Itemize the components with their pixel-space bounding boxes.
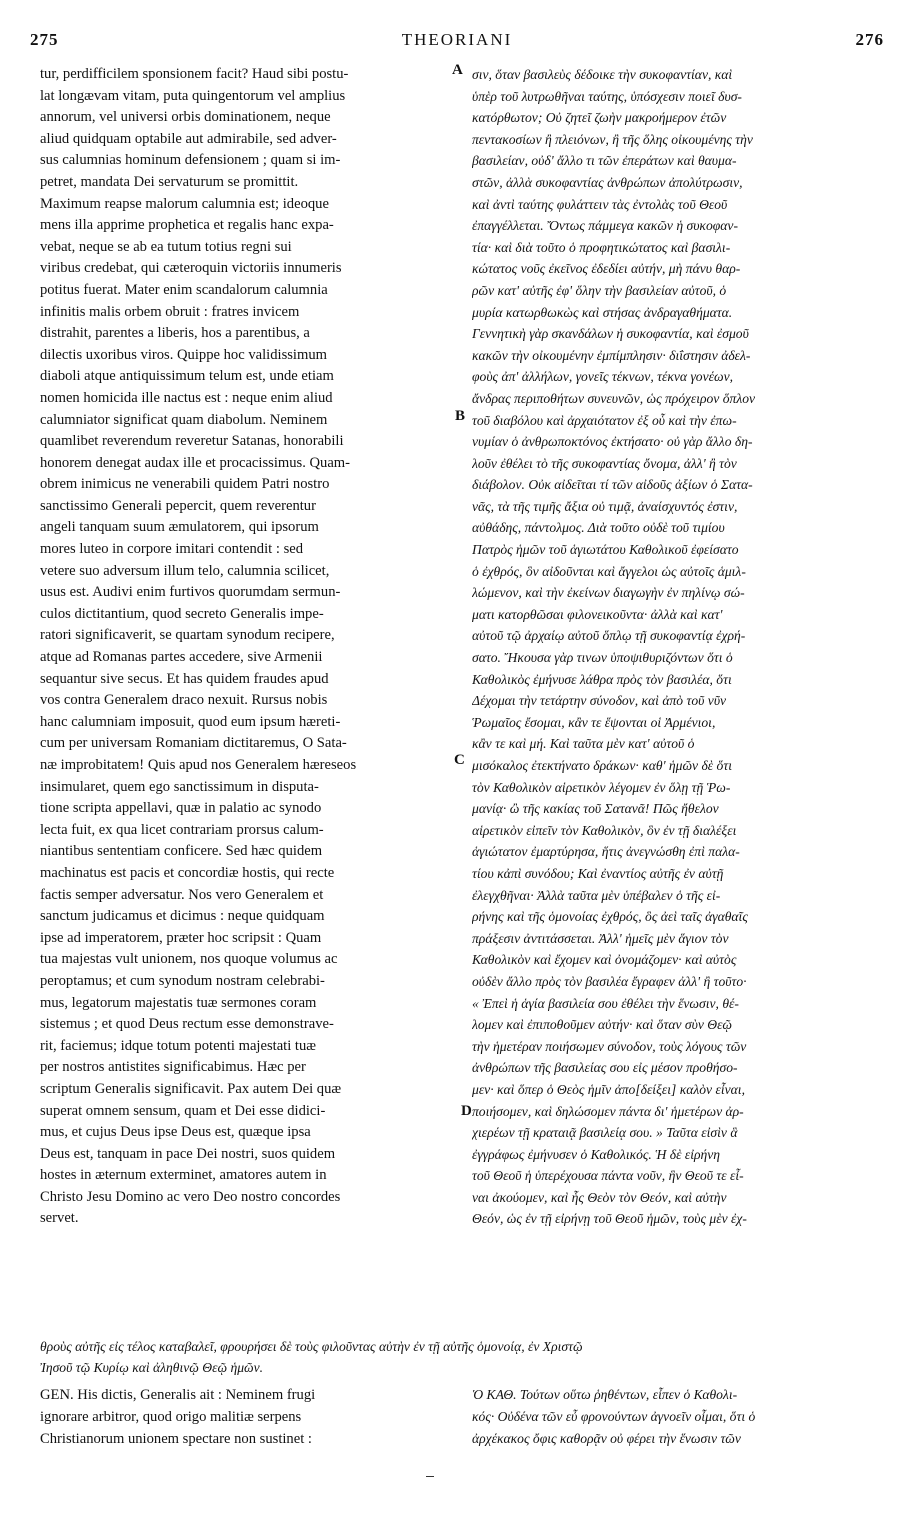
latin-text-line: ignorare arbitror, quod origo malitiæ serpens xyxy=(40,1409,302,1425)
margin-mark-b: B xyxy=(455,408,466,424)
latin-text-line: scriptum Generalis significavit. Pax autem Dei quæ xyxy=(40,1080,342,1097)
greek-text-line: ἀρχέκακος ὄφις καθορᾷν οὐ φέρει τὴν ἕνωσιν τῶν xyxy=(472,1431,741,1446)
latin-text-line: peroptamus; et cum synodum nostram celebrabi- xyxy=(40,972,325,989)
greek-text-line: φοὺς ἀπ' ἀλλήλων, γονεῖς τέκνων, τέκνα γονέων, xyxy=(472,369,734,385)
latin-text-line: hostes in æternum exterminet, amatores autem in xyxy=(40,1167,327,1184)
latin-text-line: obrem inimicus ne venerabili quidem Patri nostro xyxy=(40,476,330,493)
latin-text-line: sistemus ; et quod Deus rectum esse demonstrave- xyxy=(40,1016,334,1033)
latin-text-line: tione scripta appellavi, quæ in palatio ac synodo xyxy=(40,800,322,817)
latin-text-line: servet. xyxy=(40,1210,79,1227)
greek-text-line: μεν· καὶ ὅπερ ὁ Θεὸς ἡμῖν ἀπο[δείξει] καλὸν εἶναι, xyxy=(472,1081,745,1097)
latin-text-line: usus est. Audivi enim furtivos quorumdam sermun- xyxy=(40,584,341,601)
latin-text-line: insimularet, quem ego sanctissimum in disputa- xyxy=(40,778,319,795)
running-title: THEORIANI xyxy=(401,30,513,49)
page-header xyxy=(30,30,884,54)
greek-text-line: ὑπὲρ τοῦ λυτρωθῆναι ταύτης, ὑπόσχεσιν ποιεῖ δυσ- xyxy=(472,88,742,104)
latin-text-line: viribus credebat, qui cæteroquin victoriis innumeris xyxy=(40,260,342,277)
latin-text-line: sanctissimo Generali pepercit, quem reverentur xyxy=(40,497,316,514)
greek-text-line: κός· Οὐδένα τῶν εὖ φρονούντων ἀγνοεῖν οἶμαι, ὅτι ὁ xyxy=(472,1409,756,1424)
greek-text-line: τοῦ διαβόλου καὶ ἀρχαιότατον ἐξ οὗ καὶ τὴν ἐπω- xyxy=(472,412,737,428)
latin-text-line: vebat, neque se ab ea tutum totius regni sui xyxy=(40,238,292,255)
latin-text-line: GEN. His dictis, Generalis ait : Neminem frugi xyxy=(40,1387,316,1403)
greek-text-line: κἂν τε καὶ μή. Καὶ ταῦτα μὲν κατ' αὐτοῦ ὁ xyxy=(472,736,695,752)
greek-text-line: νᾶς, τὰ τῆς τιμῆς ἄξια οὐ τιμᾷ, ἀναίσχυντός ἐστιν, xyxy=(472,498,738,514)
latin-text-line: lecta fuit, ex qua licet contrariam prorsus calum- xyxy=(40,821,324,838)
latin-text-line: ipse ad imperatorem, præter hoc scripsit : Quam xyxy=(40,929,322,946)
latin-text-line: nomen homicida ille nactus est : neque enim aliud xyxy=(40,389,333,406)
margin-mark-d: D xyxy=(461,1103,472,1119)
latin-text-line: distrahit, parentes a liberis, hos a parentibus, a xyxy=(40,325,310,342)
latin-text-line: machinatus est pacis et concordiæ hostis, qui recte xyxy=(40,864,335,881)
latin-text-line: mus, et cujus Deus ipse Deus est, quæque ipsa xyxy=(40,1124,311,1141)
greek-text-line: διάβολον. Οὐκ αἰδεῖται τί τῶν αἰδοῦς ἀξίων ὁ Σατα- xyxy=(472,477,753,493)
bottom-greek-lines xyxy=(40,1336,884,1378)
greek-text-line: τοῦ Θεοῦ ἡ ὑπερέχουσα πάντα νοῦν, ἣν Θεοῦ τε εἶ- xyxy=(472,1168,744,1184)
latin-text-line: næ improbitatem! Quis apud nos Generalem hæreseos xyxy=(40,757,357,773)
margin-mark-a: A xyxy=(452,62,463,78)
latin-text-line: infinitis malis orbem obruit : fratres invicem xyxy=(40,303,300,320)
latin-text-line: sanctum judicamus et dicimus : neque quidquam xyxy=(40,908,325,925)
latin-text-line: quamlibet reverendum reveretur Satanas, honorabili xyxy=(40,433,344,450)
greek-text-line: Πατρὸς ἡμῶν τοῦ ἁγιωτάτου Καθολικοῦ ἐφείσατο xyxy=(472,542,739,558)
latin-section-gen xyxy=(40,1384,458,1450)
latin-text-line: petret, mandata Dei servaturum se promittit. xyxy=(40,173,299,190)
latin-text-line: diaboli atque antiquissimum telum est, unde etiam xyxy=(40,368,334,385)
greek-text-line: Ἰησοῦ τῷ Κυρίῳ καὶ ἀληθινῷ Θεῷ ἡμῶν. xyxy=(40,1360,264,1375)
greek-text-line: ματι κατορθῶσαι φιλονεικοῦντα· ἀλλὰ καὶ κατ' xyxy=(472,606,723,622)
greek-text-line: ὁ ἐχθρός, ὃν αἰδοῦνται καὶ ἄγγελοι ὡς αὐτοῖς ἁμιλ- xyxy=(472,563,746,579)
latin-text-line: rit, faciemus; idque totum potenti majestati tuæ xyxy=(40,1037,317,1054)
greek-text-line: νυμίαν ὁ ἀνθρωποκτόνος ἐκτήσατο· οὐ γὰρ ἄλλο δη- xyxy=(472,434,753,450)
latin-text-line: tua majestas vult unionem, nos quoque volumus ac xyxy=(40,951,338,968)
latin-text-line: Christianorum unionem spectare non sustinet : xyxy=(40,1431,312,1447)
greek-text-line: Καθολικὸν καὶ ἔχομεν καὶ ὀνομάζομεν· καὶ αὐτὸς xyxy=(472,952,737,968)
greek-text-line: λοῦν ἐθέλει τὸ τῆς συκοφαντίας ὄνομα, ἀλλ' ἢ τὸν xyxy=(472,455,737,471)
latin-text-line: niantibus sententiam conficere. Sed hæc quidem xyxy=(40,843,323,860)
greek-text-line: σατο. Ἤκουσα γὰρ τινων ὑποψιθυριζόντων ὅτι ὁ xyxy=(472,650,733,666)
greek-text-line: ἀνθρώπων τῆς βασιλείας σου εἰς μέσον προθήσο- xyxy=(472,1060,738,1076)
greek-text-line: κώτατος νοῦς ἐκεῖνος ἐδεδίει αὐτήν, μὴ πάνυ θαρ- xyxy=(472,261,741,277)
greek-text-line: ἐλεγχθῆναι· Ἀλλὰ ταῦτα μὲν ὑπέβαλεν ὁ τῆς εἰ- xyxy=(472,887,721,903)
greek-text-line: Καθολικὸς ἐμήνυσε λάθρα πρὸς τὸν βασιλέα, ὅτι xyxy=(472,671,732,687)
greek-text-line: αὐτοῦ τῷ ἀρχαίῳ αὐτοῦ ὅπλῳ τῇ συκοφαντίᾳ ἐχρή- xyxy=(472,628,746,644)
latin-text-line: vetere suo adversum illum telo, calumnia scilicet, xyxy=(40,562,330,579)
greek-text-line: πράξεσιν ἀντιτάσσεται. Ἀλλ' ἡμεῖς μὲν ἅγιον τὸν xyxy=(472,930,729,946)
latin-text-line: annorum, vel universi orbis dominationem, neque xyxy=(40,109,331,126)
greek-text-line: στῶν, ἀλλὰ συκοφαντίας ἀνθρώπων ἀπολύτρωσιν, xyxy=(472,174,743,190)
greek-text-line: « Ἐπεὶ ἡ ἁγία βασιλεία σου ἐθέλει τὴν ἕνωσιν, θέ- xyxy=(472,995,739,1011)
latin-text-line: mores luteo in corpore imitari contendit : sed xyxy=(40,541,304,558)
footer-dash xyxy=(426,1476,434,1477)
greek-text-line: ναι ἀκούομεν, καὶ ἧς Θεὸν τὸν Θεόν, καὶ αὐτὴν xyxy=(472,1189,727,1205)
latin-text-line: sequantur sive secus. Et has quidem fraudes apud xyxy=(40,670,329,687)
latin-text-line: vos contra Generalem draco nexuit. Rursus nobis xyxy=(40,692,328,709)
greek-text-line: πεντακοσίων ἢ πλειόνων, ἢ τῆς ὅλης οἰκουμένης τὴν xyxy=(472,131,753,147)
greek-text-line: ποιήσομεν, καὶ δηλώσομεν πάντα δι' ἡμετέρων ἀρ- xyxy=(472,1103,744,1119)
greek-text-line: Γεννητικὴ γὰρ σκανδάλων ἡ συκοφαντία, καὶ ἐσμοῦ xyxy=(472,326,749,342)
greek-text-line: βασιλείαν, οὐδ' ἄλλο τι τῶν ἐπεράτων καὶ θαυμα- xyxy=(472,153,737,169)
greek-text-line: λομεν καὶ ἐπιποθοῦμεν αὐτήν· καὶ ὅταν σὺν Θεῷ xyxy=(472,1017,733,1033)
greek-text-line: τία· καὶ διὰ τοῦτο ὁ προφητικώτατος καὶ βασιλι- xyxy=(472,239,731,255)
latin-text-line: aliud quidquam optabile aut admirabile, sed adver- xyxy=(40,130,337,147)
latin-text-line: ratori significaverit, se quartam synodum recipere, xyxy=(40,627,335,644)
greek-text-line: Θεόν, ὡς ἐν τῇ εἰρήνῃ τοῦ Θεοῦ ἡμῶν, τοὺς μὲν ἐχ- xyxy=(472,1211,747,1227)
greek-text-line: οὐδὲν ἄλλο πρὸς τὸν βασιλέα ἔγραφεν ἀλλ' ἢ τοῦτο· xyxy=(472,973,747,989)
page-number-right: 276 xyxy=(855,30,884,49)
greek-text-line: αὐθάδης, πάντολμος. Διὰ τοῦτο οὐδὲ τοῦ τιμίου xyxy=(472,520,725,536)
latin-text-line: honorem denegat audax ille et procacissimus. Quam- xyxy=(40,454,351,471)
greek-text-line: σιν, ὅταν βασιλεὺς δέδοικε τὴν συκοφαντίαν, καὶ xyxy=(472,67,733,82)
page-number-left: 275 xyxy=(30,30,59,49)
latin-text-line: calumniator significat quam diabolum. Neminem xyxy=(40,411,328,428)
greek-text-line: ἁγιώτατον ἐμαρτύρησα, ἥτις ἀνεγνώσθη ἐπὶ παλα- xyxy=(472,844,740,860)
latin-text-line: angeli tanquam suum æmulatorem, qui ipsorum xyxy=(40,519,319,536)
greek-text-line: λώμενον, καὶ τὴν ἐκείνων διαγωγὴν ἐν πηλίνῳ σώ- xyxy=(472,585,745,601)
latin-text-line: mus, legatorum majestatis tuæ sermones coram xyxy=(40,994,317,1011)
latin-text-line: factis semper adversatur. Nos vero Generalem et xyxy=(40,886,324,903)
greek-text-line: ἐγγράφως ἐμήνυσεν ὁ Καθολικός. Ἡ δὲ εἰρήνη xyxy=(472,1146,721,1162)
greek-text-line: ἄνδρας περιποθήτων συνευνῶν, ὡς πρόχειρον ὅπλον xyxy=(472,390,756,406)
latin-text-line: Christo Jesu Domino ac vero Deo nostro concordes xyxy=(40,1188,341,1205)
greek-text-line: τὸν Καθολικὸν αἱρετικὸν λέγομεν ἐν ὅλῃ τῇ Ῥω- xyxy=(472,779,731,795)
latin-text-line: culos dictitantium, quod secreto Generalis impe- xyxy=(40,605,324,622)
greek-text-line: θροὺς αὐτῆς εἰς τέλος καταβαλεῖ, φρουρήσει δὲ τοὺς φιλοῦντας αὐτὴν ἐν τῇ αὐτῆς ὁμονοίᾳ, ἐν Χριστῷ xyxy=(40,1339,583,1354)
greek-text-line: μανίᾳ· ὢ τῆς κακίας τοῦ Σατανᾶ! Πῶς ἤθελον xyxy=(472,801,719,817)
latin-text-line: mens illa apprime prophetica et regalis hanc expa- xyxy=(40,217,334,234)
margin-mark-c: C xyxy=(454,752,465,768)
latin-text-line: cum per universam Romaniam dictitaremus, O Sata- xyxy=(40,735,347,752)
greek-text-line: τὴν ἡμετέραν ποιήσωμεν σύνοδον, τοὺς λόγους τῶν xyxy=(472,1038,747,1054)
greek-text-line: Ὁ ΚΑΘ. Τούτων οὕτω ῥηθέντων, εἶπεν ὁ Καθολι- xyxy=(472,1387,738,1402)
latin-text-line: lat longævam vitam, puta quingentorum vel amplius xyxy=(40,87,346,104)
greek-section-kath xyxy=(472,1384,884,1450)
greek-text-line: ρῶν κατ' αὐτῆς ἐφ' ὅλην τὴν βασιλείαν αὐτοῦ, ὁ xyxy=(472,282,727,298)
greek-text-line: ρήνης καὶ τῆς ὁμονοίας ἐχθρός, ὃς ἀεὶ ταῖς ἀγαθαῖς xyxy=(472,909,748,925)
latin-text-line: potitus fuerat. Mater enim scandalorum calumnia xyxy=(40,281,328,298)
greek-text-line: ἐπαγγέλλεται. Ὄντως πάμμεγα κακῶν ἡ συκοφαν- xyxy=(472,218,738,234)
latin-text-line: sus calumnias hominum defensionem ; quam si im- xyxy=(40,152,341,169)
greek-text-line: μυρία κατωρθωκὼς καὶ στήσας ἀνδραγαθήματα. xyxy=(472,304,733,320)
latin-text-line: per nostros antistites significabimus. Hæc per xyxy=(40,1059,306,1076)
latin-text-line: superat omnem sensum, quam et Dei esse didici- xyxy=(40,1102,326,1119)
greek-text-line: Ῥωμαῖος ἔσομαι, κἂν τε ἕψονται οἱ Ἀρμένιοι, xyxy=(472,714,716,730)
greek-text-line: καὶ ἀντὶ ταύτης φυλάττειν τὰς ἐντολὰς τοῦ Θεοῦ xyxy=(472,196,728,212)
greek-text-line: κατόρθωτον; Οὐ ζητεῖ ζωὴν μακροήμερον ἐτῶν xyxy=(472,110,727,126)
greek-text-line: τίου κἀπὶ συνόδου; Καὶ ἐναντίος αὐτῆς ἐν αὐτῇ xyxy=(472,865,724,881)
latin-text-line: atque ad Romanas partes accedere, sive Armenii xyxy=(40,649,323,666)
latin-column xyxy=(40,64,458,1230)
greek-text-line: αἱρετικὸν εἰπεῖν τὸν Καθολικὸν, ὃν ἐν τῇ διαλέξει xyxy=(472,822,737,838)
greek-text-line: κακῶν τὴν οἰκουμένην ἐμπίμπλησιν· διΐστησιν ἀδελ- xyxy=(472,347,751,363)
greek-text-line: Δέχομαι τὴν τετάρτην σύνοδον, καὶ ἀπὸ τοῦ νῦν xyxy=(472,693,727,709)
greek-text-line: μισόκαλος ἐτεκτήνατο δράκων· καθ' ἡμῶν δὲ ὅτι xyxy=(472,758,732,773)
latin-text-line: hanc calumniam imposuit, quod eum ipsum hæreti- xyxy=(40,713,341,730)
greek-column xyxy=(472,64,884,1230)
latin-text-line: Maximum reapse malorum calumnia est; ideoque xyxy=(40,195,329,212)
greek-text-line: χιερέων τῇ κραταιᾷ βασιλείᾳ σου. » Ταῦτα εἰσὶν ἃ xyxy=(472,1125,738,1141)
latin-text-line: dilectis uxoribus viros. Quippe hoc validissimum xyxy=(40,346,327,363)
latin-text-line: tur, perdifficilem sponsionem facit? Haud sibi postu- xyxy=(40,66,349,82)
latin-text-line: Deus est, tanquam in pace Dei nostri, suos quidem xyxy=(40,1145,336,1162)
